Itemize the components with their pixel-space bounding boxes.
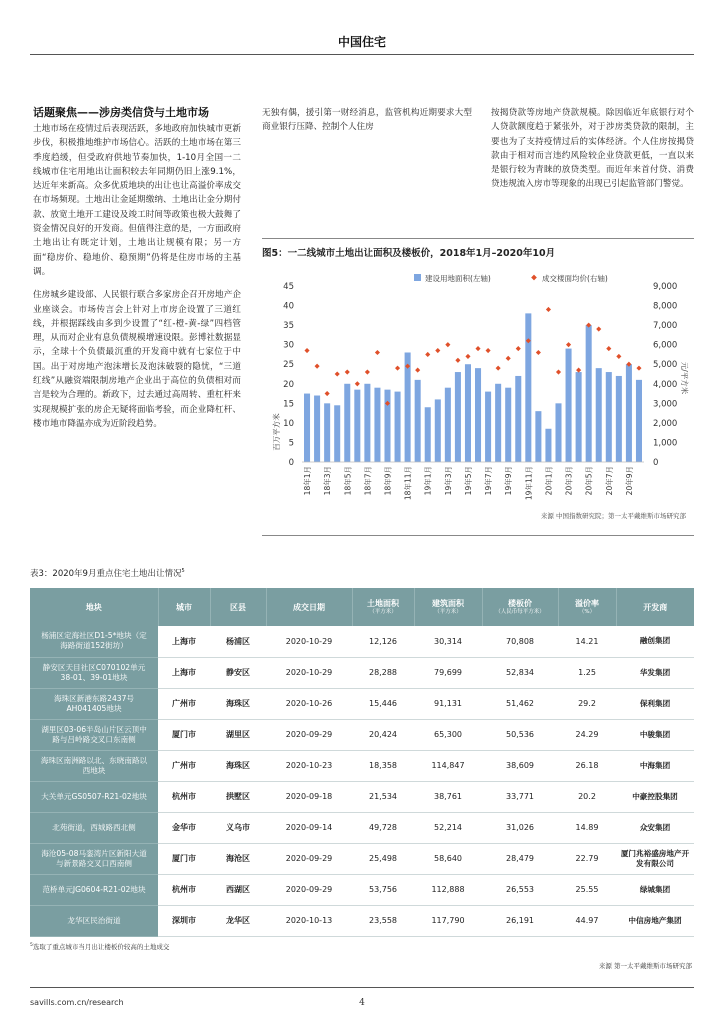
footer-divider xyxy=(30,987,694,988)
price-point-1 xyxy=(304,348,309,353)
cell-city: 厦门市 xyxy=(158,719,210,750)
cell-site: 湖里区03-06半岛山片区云顶中路与吕岭路交叉口东南侧 xyxy=(30,719,158,750)
y2-axis-tick-label: 3,000 xyxy=(653,399,678,410)
bar-21 xyxy=(505,388,511,462)
y2-axis-title: 元/平方米 xyxy=(680,361,689,395)
legend-swatch-price xyxy=(531,275,537,281)
cell-land-area: 21,534 xyxy=(352,781,414,812)
cell-date: 2020-09-14 xyxy=(266,812,352,843)
y-axis-tick-label: 20 xyxy=(283,379,294,390)
y-axis-tick-label: 10 xyxy=(283,418,294,429)
cell-premium: 25.55 xyxy=(558,874,616,905)
bar-3 xyxy=(324,403,330,462)
y-axis-tick-label: 40 xyxy=(283,301,294,312)
y2-axis-tick-label: 0 xyxy=(653,458,659,468)
article-column-3 xyxy=(491,106,694,192)
price-point-24 xyxy=(536,350,541,355)
x-axis-tick-label: 20年9月 xyxy=(624,466,634,496)
legend-swatch-area xyxy=(414,274,421,281)
price-point-18 xyxy=(475,346,480,351)
legend-label-price: 成交楼面均价(右轴) xyxy=(542,274,608,283)
table-row xyxy=(30,750,694,781)
bar-34 xyxy=(636,380,642,462)
column-header-2: 城市 xyxy=(158,588,210,626)
bar-8 xyxy=(374,388,380,462)
cell-date: 2020-10-29 xyxy=(266,626,352,657)
cell-price: 50,536 xyxy=(482,719,558,750)
bar-20 xyxy=(495,384,501,462)
price-point-27 xyxy=(566,342,571,347)
cell-gfa: 65,300 xyxy=(414,719,482,750)
bar-27 xyxy=(566,349,572,462)
y-axis-tick-label: 0 xyxy=(288,458,294,468)
page-header-title: 中国住宅 xyxy=(337,35,386,49)
article-paragraph-3-part-1: 无独有偶，援引第一财经消息，监管机构近期要求大型商业银行压降、控制个人住房 xyxy=(262,108,472,133)
x-axis-tick-label: 20年7月 xyxy=(604,466,614,496)
bar-22 xyxy=(515,376,521,462)
table-footnote: $^5$选取了重点城市当月出让楼板价较高的土地成交 xyxy=(30,942,170,951)
cell-site: 海珠区南洲路以北、东晓南路以西地块 xyxy=(30,750,158,781)
x-axis-tick-label: 19年1月 xyxy=(423,466,433,496)
bar-33 xyxy=(626,364,632,462)
article-column-2 xyxy=(262,106,472,135)
cell-price: 70,808 xyxy=(482,626,558,657)
cell-city: 上海市 xyxy=(158,657,210,688)
cell-premium: 29.2 xyxy=(558,688,616,719)
figure-source: 来源 中国指数研究院；第一太平戴维斯市场研究部 xyxy=(540,512,686,520)
price-point-22 xyxy=(516,346,521,351)
price-point-21 xyxy=(506,356,511,361)
table-row xyxy=(30,657,694,688)
cell-district: 龙华区 xyxy=(210,905,266,936)
price-point-15 xyxy=(445,342,450,347)
land-supply-chart xyxy=(262,262,694,512)
table-source: 来源 第一太平戴维斯市场研究部 xyxy=(598,962,692,970)
x-axis-tick-label: 19年3月 xyxy=(443,466,453,496)
table-row xyxy=(30,874,694,905)
price-point-2 xyxy=(315,364,320,369)
x-axis-tick-label: 18年1月 xyxy=(303,466,313,496)
price-point-20 xyxy=(496,366,501,371)
cell-date: 2020-10-29 xyxy=(266,657,352,688)
x-axis-tick-label: 18年9月 xyxy=(383,466,393,496)
cell-price: 38,609 xyxy=(482,750,558,781)
price-point-5 xyxy=(345,369,350,374)
bar-4 xyxy=(334,405,340,462)
cell-site: 杨浦区定海社区D1-5*地块（定海路街道152街坊） xyxy=(30,626,158,657)
column-header-8: 溢价率 （%） xyxy=(558,588,616,626)
column-header-5: 土地面积 （平方米） xyxy=(352,588,414,626)
bar-10 xyxy=(395,392,401,462)
price-point-19 xyxy=(486,348,491,353)
column-header-6: 建筑面积 （平方米） xyxy=(414,588,482,626)
x-axis-tick-label: 19年11月 xyxy=(524,466,534,501)
cell-city: 厦门市 xyxy=(158,843,210,874)
cell-date: 2020-10-26 xyxy=(266,688,352,719)
cell-price: 26,191 xyxy=(482,905,558,936)
article-paragraph-3-part-2: 按揭贷款等房地产贷款规模。除因临近年底银行对个人贷款额度趋于紧张外，对于涉房类贷款的限制，主要也为了支持疫情过后的实体经济。个人住房按揭贷款由于相对而言违约风险较企业贷款更低，一直以来是银行较为青睐的放贷类型。而近年来首付贷、消费贷违规流入房市等现象的出现已引起监管部门警觉。 xyxy=(491,108,694,190)
x-axis-tick-label: 18年7月 xyxy=(363,466,373,496)
cell-gfa: 112,888 xyxy=(414,874,482,905)
cell-land-area: 12,126 xyxy=(352,626,414,657)
figure-title: 图5：一二线城市土地出让面积及楼板价，2018年1月–2020年10月 xyxy=(262,238,694,259)
cell-city: 广州市 xyxy=(158,688,210,719)
cell-premium: 26.18 xyxy=(558,750,616,781)
x-axis-tick-label: 20年3月 xyxy=(564,466,574,496)
cell-city: 上海市 xyxy=(158,626,210,657)
cell-district: 海珠区 xyxy=(210,688,266,719)
cell-premium: 14.21 xyxy=(558,626,616,657)
cell-price: 33,771 xyxy=(482,781,558,812)
y2-axis-tick-label: 6,000 xyxy=(653,340,678,351)
cell-city: 杭州市 xyxy=(158,781,210,812)
table-title: 表3：2020年9月重点住宅土地出让情况$^5$ xyxy=(30,568,185,579)
article-column-1 xyxy=(33,106,241,431)
bar-16 xyxy=(455,372,461,462)
cell-date: 2020-09-18 xyxy=(266,781,352,812)
cell-developer: 厦门兆裕盛房地产开发有限公司 xyxy=(616,843,694,874)
cell-premium: 44.97 xyxy=(558,905,616,936)
column-header-9: 开发商 xyxy=(616,588,694,626)
cell-land-area: 49,728 xyxy=(352,812,414,843)
y-axis-tick-label: 45 xyxy=(283,282,294,292)
price-point-34 xyxy=(636,366,641,371)
bar-12 xyxy=(415,380,421,462)
cell-premium: 22.79 xyxy=(558,843,616,874)
y2-axis-tick-label: 5,000 xyxy=(653,360,678,371)
x-axis-tick-label: 20年5月 xyxy=(584,466,594,496)
cell-developer: 保利集团 xyxy=(616,688,694,719)
price-point-6 xyxy=(355,381,360,386)
bar-29 xyxy=(586,325,592,462)
bar-7 xyxy=(364,384,370,462)
cell-gfa: 79,699 xyxy=(414,657,482,688)
cell-city: 杭州市 xyxy=(158,874,210,905)
y2-axis-tick-label: 1,000 xyxy=(653,438,678,449)
article-paragraph-2: 住房城乡建设部、人民银行联合多家房企召开房地产企业座谈会。市场传言会上针对上市房企设置了三道红线，并根据踩线由多到少设置了“红-橙-黄-绿”四档管理，从而对企业有息负债规模增速设限。彭博社数据显示，全球十个负债最沉重的开发商中就有七家位于中国。出于对房地产泡沫增长及泡沫破裂的隐忧，“三道红线”从融资端限制房地产企业出于高位的负债相对而言是较为合理的。新政下，过去通过高周转、重杠杆来实现规模扩张的房企无疑将面临考验，而企业降杠杆、楼市地市降温亦成为近阶段趋势。 xyxy=(33,290,241,429)
cell-district: 海沧区 xyxy=(210,843,266,874)
cell-site: 范桥单元JG0604-R21-02地块 xyxy=(30,874,158,905)
price-point-12 xyxy=(415,368,420,373)
cell-date: 2020-10-23 xyxy=(266,750,352,781)
header-divider xyxy=(30,54,694,55)
cell-developer: 华发集团 xyxy=(616,657,694,688)
bar-5 xyxy=(344,384,350,462)
cell-developer: 中豪控股集团 xyxy=(616,781,694,812)
x-axis-tick-label: 18年11月 xyxy=(403,466,413,501)
cell-site: 海沧05-08马銮湾片区新阳大道与新景路交叉口西南侧 xyxy=(30,843,158,874)
bar-26 xyxy=(555,403,561,462)
price-point-7 xyxy=(365,369,370,374)
y-axis-tick-label: 30 xyxy=(283,340,294,351)
bar-1 xyxy=(304,394,310,462)
cell-land-area: 28,288 xyxy=(352,657,414,688)
cell-developer: 中信房地产集团 xyxy=(616,905,694,936)
cell-district: 拱墅区 xyxy=(210,781,266,812)
cell-date: 2020-09-29 xyxy=(266,843,352,874)
y-axis-tick-label: 35 xyxy=(283,321,294,332)
footer-url-link[interactable]: savills.com.cn/research xyxy=(30,998,124,1007)
cell-premium: 14.89 xyxy=(558,812,616,843)
table-header-row xyxy=(30,588,694,626)
bar-15 xyxy=(445,388,451,462)
cell-district: 西湖区 xyxy=(210,874,266,905)
bar-11 xyxy=(405,352,411,462)
y2-axis-tick-label: 4,000 xyxy=(653,379,678,390)
cell-developer: 众安集团 xyxy=(616,812,694,843)
table-row xyxy=(30,905,694,936)
cell-price: 26,553 xyxy=(482,874,558,905)
price-point-3 xyxy=(325,391,330,396)
cell-price: 28,479 xyxy=(482,843,558,874)
cell-district: 义乌市 xyxy=(210,812,266,843)
table-row xyxy=(30,688,694,719)
cell-premium: 1.25 xyxy=(558,657,616,688)
price-point-32 xyxy=(616,354,621,359)
price-point-30 xyxy=(596,326,601,331)
table-row xyxy=(30,626,694,657)
cell-gfa: 117,790 xyxy=(414,905,482,936)
y-axis-tick-label: 25 xyxy=(283,360,294,371)
x-axis-tick-label: 18年5月 xyxy=(343,466,353,496)
y-axis-tick-label: 5 xyxy=(288,438,294,449)
cell-price: 31,026 xyxy=(482,812,558,843)
cell-district: 杨浦区 xyxy=(210,626,266,657)
bar-6 xyxy=(354,390,360,462)
y-axis-tick-label: 15 xyxy=(283,399,294,410)
table-row xyxy=(30,843,694,874)
cell-city: 广州市 xyxy=(158,750,210,781)
page-number: 4 xyxy=(359,998,365,1008)
cell-site: 龙华区民治街道 xyxy=(30,905,158,936)
bar-19 xyxy=(485,392,491,462)
column-header-1: 地块 xyxy=(30,588,158,626)
price-point-4 xyxy=(335,371,340,376)
cell-developer: 绿城集团 xyxy=(616,874,694,905)
land-transactions-table xyxy=(30,588,694,937)
cell-land-area: 23,558 xyxy=(352,905,414,936)
bar-14 xyxy=(435,399,441,462)
bar-13 xyxy=(425,407,431,462)
cell-land-area: 25,498 xyxy=(352,843,414,874)
cell-land-area: 18,358 xyxy=(352,750,414,781)
price-point-25 xyxy=(546,307,551,312)
figure-bottom-divider xyxy=(262,535,694,536)
price-point-26 xyxy=(556,369,561,374)
bar-24 xyxy=(535,411,541,462)
article-heading: 话题聚焦——涉房类信贷与土地市场 xyxy=(33,106,209,119)
price-point-13 xyxy=(425,352,430,357)
y2-axis-tick-label: 2,000 xyxy=(653,418,678,429)
cell-premium: 24.29 xyxy=(558,719,616,750)
cell-district: 静安区 xyxy=(210,657,266,688)
cell-date: 2020-10-13 xyxy=(266,905,352,936)
bar-31 xyxy=(606,372,612,462)
bar-17 xyxy=(465,364,471,462)
cell-district: 海珠区 xyxy=(210,750,266,781)
price-point-31 xyxy=(606,346,611,351)
bar-32 xyxy=(616,376,622,462)
y2-axis-tick-label: 7,000 xyxy=(653,321,678,332)
cell-land-area: 53,756 xyxy=(352,874,414,905)
bar-23 xyxy=(525,313,531,462)
bar-2 xyxy=(314,396,320,462)
table-row xyxy=(30,812,694,843)
price-point-28 xyxy=(576,368,581,373)
column-header-7: 楼板价 （人民币每平方米） xyxy=(482,588,558,626)
cell-land-area: 15,446 xyxy=(352,688,414,719)
x-axis-tick-label: 19年5月 xyxy=(463,466,473,496)
cell-city: 金华市 xyxy=(158,812,210,843)
cell-date: 2020-09-29 xyxy=(266,874,352,905)
price-point-14 xyxy=(435,348,440,353)
cell-gfa: 52,214 xyxy=(414,812,482,843)
x-axis-tick-label: 19年9月 xyxy=(504,466,514,496)
cell-gfa: 91,131 xyxy=(414,688,482,719)
cell-developer: 中骏集团 xyxy=(616,719,694,750)
cell-site: 北苑街道，西城路西北侧 xyxy=(30,812,158,843)
cell-gfa: 38,761 xyxy=(414,781,482,812)
cell-district: 湖里区 xyxy=(210,719,266,750)
bar-30 xyxy=(596,368,602,462)
column-header-4: 成交日期 xyxy=(266,588,352,626)
cell-gfa: 30,314 xyxy=(414,626,482,657)
y2-axis-tick-label: 9,000 xyxy=(653,282,678,292)
bar-18 xyxy=(475,368,481,462)
cell-gfa: 114,847 xyxy=(414,750,482,781)
cell-gfa: 58,640 xyxy=(414,843,482,874)
cell-developer: 中海集团 xyxy=(616,750,694,781)
legend-label-area: 建设用地面积(左轴) xyxy=(425,274,491,283)
cell-site: 海珠区新港东路2437号AH041405地块 xyxy=(30,688,158,719)
price-point-8 xyxy=(375,350,380,355)
bar-25 xyxy=(545,429,551,462)
cell-developer: 融创集团 xyxy=(616,626,694,657)
cell-land-area: 20,424 xyxy=(352,719,414,750)
x-axis-tick-label: 19年7月 xyxy=(484,466,494,496)
article-paragraph-1: 土地市场在疫情过后表现活跃，多地政府加快城市更新步伐，积极推地维护市场信心。活跃的土地市场在第三季度趋缓，但受政府供地节奏加快，1-10月全国一二线城市住宅用地出让面积较去年同期仍旧上涨9.1%，达近年来新高。众多优质地块的出让也让高溢价率成交在市场频现。土地出让金延期缴纳、土地出让金分期付款、放宽土地开工建设及竣工时间等政策也极大鼓舞了资金情况良好的开发商。但值得注意的是，一方面政府土地出让有既定计划，土地出让规模有限；另一方面“稳房价、稳地价、稳预期”仍将是住房市场的主基调。 xyxy=(33,124,241,277)
cell-price: 51,462 xyxy=(482,688,558,719)
price-point-17 xyxy=(465,354,470,359)
x-axis-tick-label: 18年3月 xyxy=(323,466,333,496)
cell-city: 深圳市 xyxy=(158,905,210,936)
bar-28 xyxy=(576,372,582,462)
bar-9 xyxy=(384,390,390,462)
table-row xyxy=(30,719,694,750)
table-row xyxy=(30,781,694,812)
column-header-3: 区县 xyxy=(210,588,266,626)
y2-axis-tick-label: 8,000 xyxy=(653,301,678,312)
cell-price: 52,834 xyxy=(482,657,558,688)
cell-date: 2020-09-29 xyxy=(266,719,352,750)
price-point-10 xyxy=(395,366,400,371)
table-body xyxy=(30,626,694,936)
cell-premium: 20.2 xyxy=(558,781,616,812)
price-point-16 xyxy=(455,358,460,363)
x-axis-tick-label: 20年1月 xyxy=(544,466,554,496)
y-axis-title: 百万平方米 xyxy=(272,413,281,451)
cell-site: 大关单元GS0507-R21-02地块 xyxy=(30,781,158,812)
cell-site: 静安区天目社区C070102单元38-01、39-01地块 xyxy=(30,657,158,688)
